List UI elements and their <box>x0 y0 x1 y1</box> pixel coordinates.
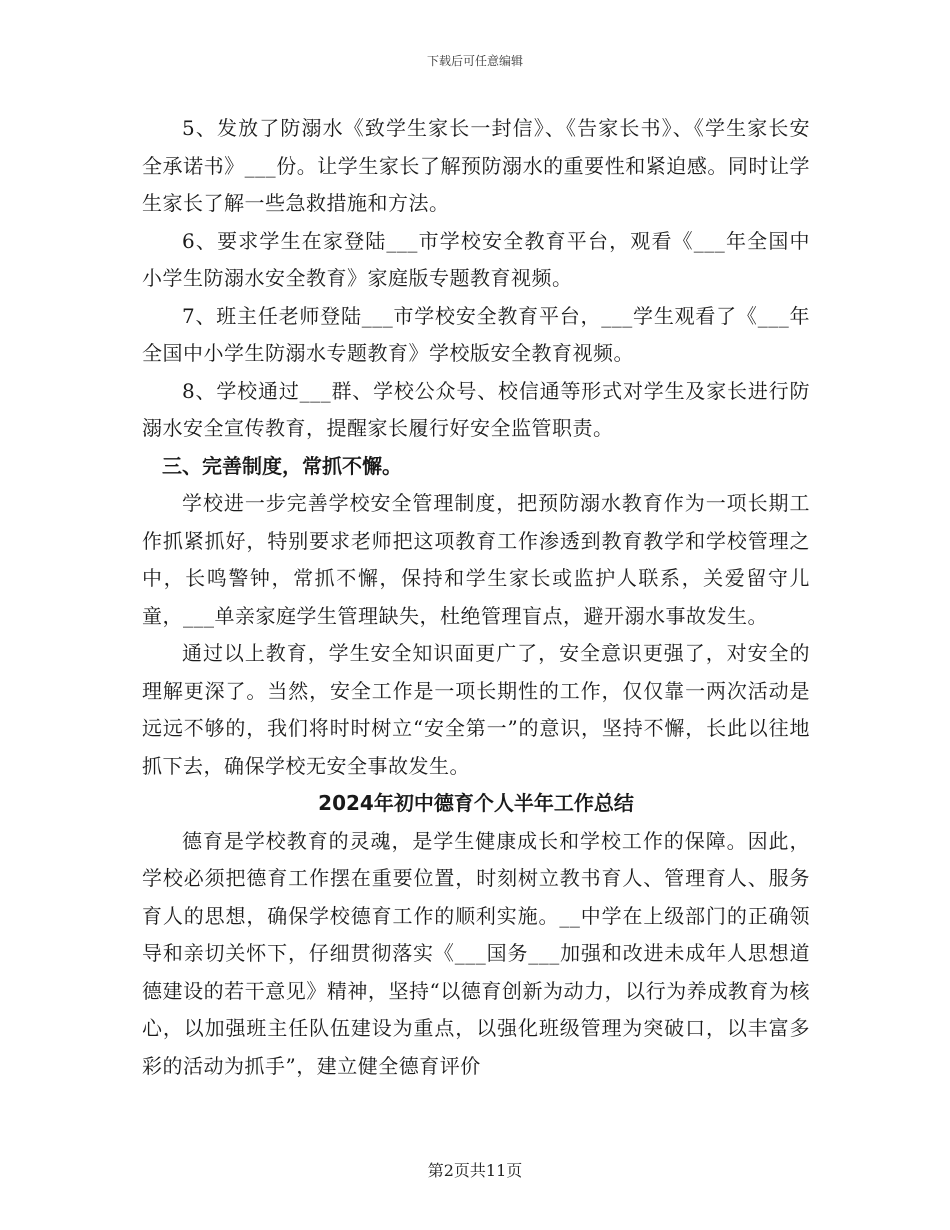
document-body <box>142 110 810 1085</box>
paragraph-item-7: 7、班主任老师登陆___市学校安全教育平台，___学生观看了《___年全国中小学生防溺水专题教育》学校版安全教育视频。 <box>142 303 810 365</box>
paragraph-item-8: 8、学校通过___群、学校公众号、校信通等形式对学生及家长进行防溺水安全宣传教育，提醒家长履行好安全监管职责。 <box>142 378 810 440</box>
document-title: 2024年初中德育个人半年工作总结 <box>318 791 634 815</box>
paragraph-item-6: 6、要求学生在家登陆___市学校安全教育平台，观看《___年全国中小学生防溺水安全教育》家庭版专题教育视频。 <box>142 228 810 290</box>
intro-paragraph: 德育是学校教育的灵魂，是学生健康成长和学校工作的保障。因此，学校必须把德育工作摆在重要位置，时刻树立教书育人、管理育人、服务育人的思想，确保学校德育工作的顺利实施。__中学在上级部门的正确领导和亲切关怀下，仔细贯彻落实《___国务___加强和改进未成年人思想道德建设的若干意见》精神，坚持“以德育创新为动力，以行为养成教育为核心，以加强班主任队伍建设为重点，以强化班级管理为突破口，以丰富多彩的活动为抓手”，建立健全德育评价 <box>142 828 810 1078</box>
page-header-note: 下载后可任意编辑 <box>426 54 523 68</box>
section-3-body: 学校进一步完善学校安全管理制度，把预防溺水教育作为一项长期工作抓紧抓好，特别要求老师把这项教育工作渗透到教育教学和学校管理之中，长鸣警钟，常抓不懈，保持和学生家长或监护人联系，关爱留守儿童，___单亲家庭学生管理缺失，杜绝管理盲点，避开溺水事故发生。 <box>142 491 810 628</box>
page-number: 第2页共11页 <box>427 1161 523 1180</box>
conclusion-paragraph: 通过以上教育，学生安全知识面更广了，安全意识更强了，对安全的理解更深了。当然，安全工作是一项长期性的工作，仅仅靠一两次活动是远远不够的，我们将时时树立“安全第一”的意识，坚持不懈，长此以往地抓下去，确保学校无安全事故发生。 <box>142 641 810 778</box>
section-heading-3: 三、完善制度，常抓不懈。 <box>162 453 402 478</box>
paragraph-item-5: 5、发放了防溺水《致学生家长一封信》、《告家长书》、《学生家长安全承诺书》___份。让学生家长了解预防溺水的重要性和紧迫感。同时让学生家长了解一些急救措施和方法。 <box>142 116 810 215</box>
